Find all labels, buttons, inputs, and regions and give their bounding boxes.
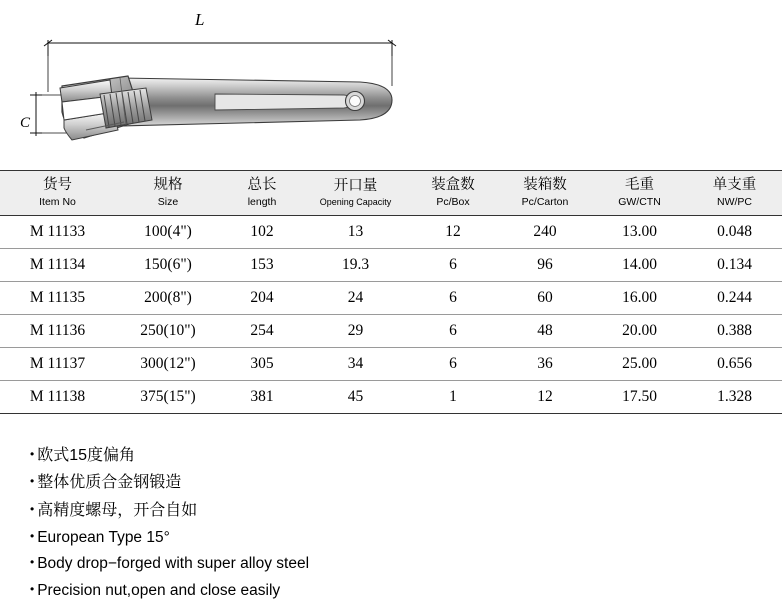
column-header-cn: 开口量: [333, 177, 378, 194]
column-header-en: length: [247, 195, 277, 208]
cell-item-no: M 11136: [0, 314, 115, 347]
column-header-cn: 规格: [153, 177, 183, 193]
column-header-cn: 总长: [247, 177, 277, 193]
feature-text: European Type 15°: [37, 528, 170, 546]
cell-opening: 34: [303, 347, 408, 380]
column-header-cn: 毛重: [625, 177, 654, 193]
cell-opening: 24: [303, 281, 408, 314]
cell-length: 153: [221, 248, 303, 281]
column-header-en: GW/CTN: [618, 195, 661, 208]
cell-opening: 29: [303, 314, 408, 347]
cell-size: 200(8"): [115, 281, 221, 314]
column-header-cn: 装箱数: [523, 177, 567, 193]
cell-length: 204: [221, 281, 303, 314]
cell-net-weight: 0.048: [687, 215, 782, 248]
cell-item-no: M 11133: [0, 215, 115, 248]
cell-size: 250(10"): [115, 314, 221, 347]
cell-opening: 13: [303, 215, 408, 248]
feature-list: [30, 442, 782, 604]
specification-table: [0, 170, 782, 414]
column-header-en: Pc/Carton: [521, 195, 569, 208]
column-header-en: NW/PC: [717, 195, 752, 208]
cell-pc-carton: 36: [498, 347, 592, 380]
cell-length: 381: [221, 380, 303, 413]
feature-text: 欧式15度偏角: [37, 446, 136, 464]
bullet-icon: •: [30, 528, 35, 543]
cell-pc-box: 6: [408, 281, 498, 314]
cell-item-no: M 11134: [0, 248, 115, 281]
column-header-opening-capacity: [303, 171, 408, 216]
list-item: [30, 578, 782, 604]
wrench-body: [60, 76, 392, 140]
column-header-cn: 单支重: [712, 177, 757, 193]
cell-pc-box: 6: [408, 347, 498, 380]
feature-text: Precision nut,open and close easily: [37, 581, 281, 599]
feature-text: 整体优质合金钢锻造: [37, 474, 182, 492]
column-header-pc-carton: [498, 171, 592, 216]
dimension-label-capacity: C: [20, 115, 31, 131]
product-drawing: [0, 0, 782, 170]
cell-size: 100(4"): [115, 215, 221, 248]
list-item: [30, 551, 782, 578]
table-row: [0, 380, 782, 413]
table-row: [0, 215, 782, 248]
column-header-size: [115, 171, 221, 216]
cell-length: 102: [221, 215, 303, 248]
cell-gross-weight: 25.00: [592, 347, 687, 380]
dimension-bracket-length: [44, 40, 396, 56]
table-row: [0, 347, 782, 380]
column-header-cn: 装盒数: [431, 177, 475, 193]
list-item: [30, 442, 782, 470]
column-header-en: Pc/Box: [436, 195, 470, 208]
cell-pc-box: 6: [408, 314, 498, 347]
column-header-gross-weight: [592, 171, 687, 216]
table-row: [0, 281, 782, 314]
cell-gross-weight: 17.50: [592, 380, 687, 413]
cell-item-no: M 11138: [0, 380, 115, 413]
cell-length: 305: [221, 347, 303, 380]
cell-net-weight: 0.134: [687, 248, 782, 281]
bullet-icon: •: [30, 502, 35, 516]
column-header-en: Item No: [39, 195, 76, 208]
cell-pc-carton: 48: [498, 314, 592, 347]
bullet-icon: •: [30, 446, 35, 461]
wrench-illustration-svg: [0, 0, 782, 170]
bullet-icon: •: [30, 555, 35, 570]
column-header-net-weight: [687, 171, 782, 216]
cell-pc-carton: 240: [498, 215, 592, 248]
cell-pc-carton: 60: [498, 281, 592, 314]
cell-net-weight: 1.328: [687, 380, 782, 413]
cell-size: 375(15"): [115, 380, 221, 413]
cell-pc-carton: 96: [498, 248, 592, 281]
cell-gross-weight: 20.00: [592, 314, 687, 347]
cell-item-no: M 11137: [0, 347, 115, 380]
cell-pc-box: 6: [408, 248, 498, 281]
cell-size: 150(6"): [115, 248, 221, 281]
column-header-item-no: [0, 171, 115, 216]
cell-net-weight: 0.388: [687, 314, 782, 347]
dimension-bracket-capacity: [30, 92, 42, 136]
cell-gross-weight: 16.00: [592, 281, 687, 314]
cell-pc-box: 12: [408, 215, 498, 248]
cell-opening: 45: [303, 380, 408, 413]
bullet-icon: •: [30, 474, 35, 489]
cell-pc-box: 1: [408, 380, 498, 413]
column-header-cn: 货号: [43, 177, 72, 193]
cell-net-weight: 0.656: [687, 347, 782, 380]
column-header-length: [221, 171, 303, 216]
table-header-row: [0, 171, 782, 216]
cell-net-weight: 0.244: [687, 281, 782, 314]
cell-pc-carton: 12: [498, 380, 592, 413]
feature-text: Body drop−forged with super alloy steel: [37, 555, 310, 573]
cell-size: 300(12"): [115, 347, 221, 380]
cell-opening: 19.3: [303, 248, 408, 281]
column-header-en: Size: [157, 195, 179, 208]
list-item: [30, 525, 782, 552]
dimension-label-length: L: [195, 10, 205, 29]
table-row: [0, 314, 782, 347]
cell-item-no: M 11135: [0, 281, 115, 314]
cell-gross-weight: 14.00: [592, 248, 687, 281]
table-row: [0, 248, 782, 281]
feature-text: 高精度螺母，开合自如: [37, 502, 198, 519]
list-item: [30, 497, 782, 525]
list-item: [30, 469, 782, 497]
column-header-en: Opening Capacity: [319, 196, 392, 207]
cell-gross-weight: 13.00: [592, 215, 687, 248]
bullet-icon: •: [30, 581, 35, 596]
cell-length: 254: [221, 314, 303, 347]
column-header-pc-box: [408, 171, 498, 216]
